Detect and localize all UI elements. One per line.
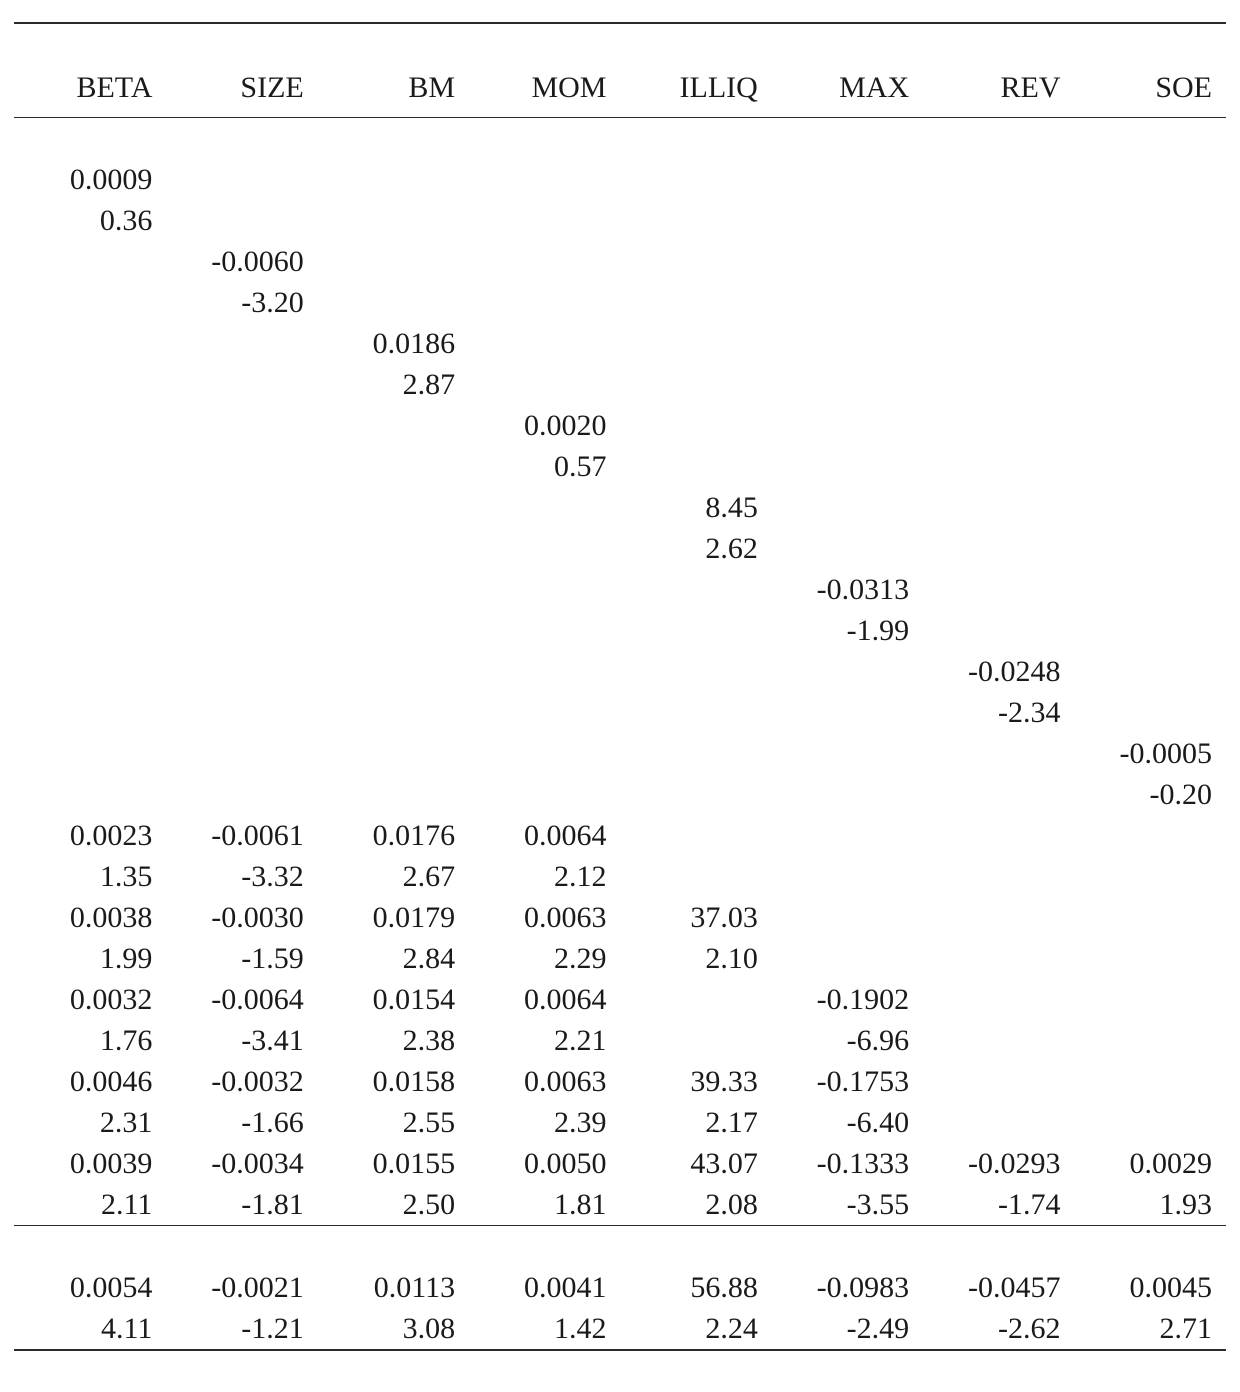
table-cell: 0.0113 xyxy=(318,1267,469,1308)
table-cell: -3.41 xyxy=(166,1020,317,1061)
table-cell xyxy=(620,651,771,692)
table-cell xyxy=(923,938,1074,979)
table-cell xyxy=(1075,446,1226,487)
table-cell xyxy=(1075,692,1226,733)
table-row xyxy=(14,159,1226,200)
table-cell xyxy=(620,569,771,610)
table-cell: 2.38 xyxy=(318,1020,469,1061)
table-footer-row xyxy=(14,1267,1226,1308)
table-cell xyxy=(772,651,923,692)
table-cell: 1.35 xyxy=(14,856,166,897)
table-row xyxy=(14,1143,1226,1184)
table-cell: -1.66 xyxy=(166,1102,317,1143)
table-cell: -0.0293 xyxy=(923,1143,1074,1184)
table-cell xyxy=(923,856,1074,897)
table-cell xyxy=(469,610,620,651)
table-cell xyxy=(14,487,166,528)
table-cell: -0.1333 xyxy=(772,1143,923,1184)
table-cell xyxy=(166,733,317,774)
table-cell xyxy=(469,241,620,282)
table-cell: 0.0064 xyxy=(469,815,620,856)
table-cell: 0.0039 xyxy=(14,1143,166,1184)
table-row xyxy=(14,1061,1226,1102)
table-cell xyxy=(1075,405,1226,446)
table-cell: -0.0983 xyxy=(772,1267,923,1308)
table-cell xyxy=(772,733,923,774)
table-cell: -1.74 xyxy=(923,1184,1074,1226)
table-cell xyxy=(318,733,469,774)
table-cell: 0.36 xyxy=(14,200,166,241)
table-cell xyxy=(923,815,1074,856)
table-row xyxy=(14,938,1226,979)
table-cell xyxy=(318,610,469,651)
table-cell: 0.0063 xyxy=(469,1061,620,1102)
table-cell xyxy=(923,897,1074,938)
table-row xyxy=(14,815,1226,856)
table-cell xyxy=(1075,1020,1226,1061)
table-cell xyxy=(1075,364,1226,405)
table-cell: 2.12 xyxy=(469,856,620,897)
table-cell: 0.0041 xyxy=(469,1267,620,1308)
table-cell: -3.32 xyxy=(166,856,317,897)
table-cell: 0.0045 xyxy=(1075,1267,1226,1308)
table-cell: -0.0034 xyxy=(166,1143,317,1184)
table-cell xyxy=(923,1102,1074,1143)
table-cell xyxy=(14,569,166,610)
table-header xyxy=(14,23,1226,159)
table-cell xyxy=(469,733,620,774)
table-row xyxy=(14,692,1226,733)
table-cell xyxy=(14,692,166,733)
table-cell: 0.0064 xyxy=(469,979,620,1020)
table-cell xyxy=(166,692,317,733)
table-cell xyxy=(923,282,1074,323)
table-cell: 1.42 xyxy=(469,1308,620,1350)
table-cell: 1.93 xyxy=(1075,1184,1226,1226)
table-cell xyxy=(166,364,317,405)
table-cell: 39.33 xyxy=(620,1061,771,1102)
table-cell: 0.0054 xyxy=(14,1267,166,1308)
table-cell xyxy=(166,200,317,241)
table-cell xyxy=(318,569,469,610)
table-cell xyxy=(166,528,317,569)
table-cell xyxy=(772,815,923,856)
table-cell: 0.0158 xyxy=(318,1061,469,1102)
table-cell xyxy=(923,1061,1074,1102)
table-cell xyxy=(772,774,923,815)
table-cell xyxy=(318,651,469,692)
table-cell xyxy=(620,323,771,364)
table-row xyxy=(14,897,1226,938)
table-cell: 2.29 xyxy=(469,938,620,979)
table-cell xyxy=(469,200,620,241)
table-cell xyxy=(469,651,620,692)
table-cell xyxy=(318,159,469,200)
table-cell xyxy=(1075,200,1226,241)
table-cell: -0.0032 xyxy=(166,1061,317,1102)
table-cell: -0.1902 xyxy=(772,979,923,1020)
table-cell xyxy=(318,200,469,241)
table-footer-row xyxy=(14,1308,1226,1350)
bottom-rule xyxy=(14,1350,1226,1392)
table-cell xyxy=(469,774,620,815)
table-cell xyxy=(772,200,923,241)
table-cell xyxy=(1075,569,1226,610)
table-row xyxy=(14,651,1226,692)
table-cell: -1.59 xyxy=(166,938,317,979)
table-row xyxy=(14,1184,1226,1226)
table-cell xyxy=(620,282,771,323)
table-cell: 0.0176 xyxy=(318,815,469,856)
header-rule xyxy=(14,118,1226,160)
table-cell: 2.17 xyxy=(620,1102,771,1143)
table-cell xyxy=(620,405,771,446)
table-cell xyxy=(318,692,469,733)
table-cell xyxy=(318,528,469,569)
table-cell xyxy=(469,487,620,528)
table-cell: 0.0063 xyxy=(469,897,620,938)
table-cell xyxy=(166,610,317,651)
table-cell xyxy=(14,241,166,282)
table-cell: 0.0020 xyxy=(469,405,620,446)
table-cell xyxy=(1075,1061,1226,1102)
table-row xyxy=(14,200,1226,241)
table-cell: -0.0060 xyxy=(166,241,317,282)
table-cell: 2.31 xyxy=(14,1102,166,1143)
table-cell xyxy=(620,1020,771,1061)
table-cell xyxy=(166,323,317,364)
table-cell xyxy=(772,405,923,446)
regression-results-table xyxy=(14,22,1226,1392)
table-cell xyxy=(620,200,771,241)
table-cell xyxy=(772,938,923,979)
column-header-beta: BETA xyxy=(14,65,166,118)
table-cell xyxy=(14,323,166,364)
table-cell: -0.0005 xyxy=(1075,733,1226,774)
table-cell: 0.0046 xyxy=(14,1061,166,1102)
table-cell: -6.96 xyxy=(772,1020,923,1061)
table-row xyxy=(14,282,1226,323)
table-cell: 1.81 xyxy=(469,1184,620,1226)
table-cell: -2.34 xyxy=(923,692,1074,733)
table-cell: -1.81 xyxy=(166,1184,317,1226)
table-cell xyxy=(14,610,166,651)
table-cell: -0.0021 xyxy=(166,1267,317,1308)
table-cell xyxy=(1075,938,1226,979)
table-cell xyxy=(166,774,317,815)
column-header-soe: SOE xyxy=(1075,65,1226,118)
table-cell xyxy=(14,446,166,487)
table-cell: 2.71 xyxy=(1075,1308,1226,1350)
table-cell xyxy=(923,528,1074,569)
table-cell: -2.62 xyxy=(923,1308,1074,1350)
table-row xyxy=(14,446,1226,487)
column-header-illiq: ILLIQ xyxy=(620,65,771,118)
table-cell xyxy=(1075,856,1226,897)
table-cell: -6.40 xyxy=(772,1102,923,1143)
table-cell: 2.84 xyxy=(318,938,469,979)
table-cell: 2.24 xyxy=(620,1308,771,1350)
table-cell xyxy=(318,774,469,815)
table-row xyxy=(14,405,1226,446)
table-cell xyxy=(1075,610,1226,651)
column-header-max: MAX xyxy=(772,65,923,118)
table-cell: 0.0186 xyxy=(318,323,469,364)
column-header-rev: REV xyxy=(923,65,1074,118)
table-cell xyxy=(1075,1102,1226,1143)
table-cell xyxy=(166,569,317,610)
top-rule xyxy=(14,23,1226,65)
table-cell xyxy=(1075,241,1226,282)
table-cell xyxy=(620,241,771,282)
table-row xyxy=(14,487,1226,528)
table-cell xyxy=(772,323,923,364)
table-cell: 2.62 xyxy=(620,528,771,569)
table-cell: 0.0029 xyxy=(1075,1143,1226,1184)
table-cell xyxy=(1075,897,1226,938)
table-cell: 2.08 xyxy=(620,1184,771,1226)
table-cell xyxy=(772,856,923,897)
table-cell: -1.99 xyxy=(772,610,923,651)
table-footer xyxy=(14,1226,1226,1392)
table-cell: 2.10 xyxy=(620,938,771,979)
table-cell xyxy=(923,405,1074,446)
table-cell: 2.21 xyxy=(469,1020,620,1061)
table-cell: -0.0061 xyxy=(166,815,317,856)
table-cell: -0.0064 xyxy=(166,979,317,1020)
table-cell xyxy=(1075,651,1226,692)
table-cell xyxy=(772,282,923,323)
table-cell xyxy=(14,282,166,323)
table-cell xyxy=(923,241,1074,282)
table-row xyxy=(14,856,1226,897)
table-cell xyxy=(620,979,771,1020)
table-cell xyxy=(318,241,469,282)
table-cell: 2.11 xyxy=(14,1184,166,1226)
table-cell xyxy=(923,323,1074,364)
table-cell: 0.0032 xyxy=(14,979,166,1020)
table-row xyxy=(14,323,1226,364)
table-cell: 0.57 xyxy=(469,446,620,487)
table-cell: 1.99 xyxy=(14,938,166,979)
table-cell xyxy=(14,364,166,405)
table-cell xyxy=(772,364,923,405)
table-cell xyxy=(923,364,1074,405)
table-cell xyxy=(772,159,923,200)
table-cell xyxy=(620,815,771,856)
table-cell xyxy=(469,159,620,200)
table-row xyxy=(14,979,1226,1020)
column-header-mom: MOM xyxy=(469,65,620,118)
table-cell xyxy=(166,446,317,487)
table-cell xyxy=(318,282,469,323)
table-cell: 2.55 xyxy=(318,1102,469,1143)
table-cell: 2.50 xyxy=(318,1184,469,1226)
table-cell: 0.0038 xyxy=(14,897,166,938)
table-cell: 0.0155 xyxy=(318,1143,469,1184)
table-cell: -2.49 xyxy=(772,1308,923,1350)
table-cell: -0.0248 xyxy=(923,651,1074,692)
table-cell xyxy=(318,487,469,528)
table-cell xyxy=(620,733,771,774)
table-cell xyxy=(923,774,1074,815)
table-cell: -0.0030 xyxy=(166,897,317,938)
table-cell xyxy=(469,364,620,405)
table-row xyxy=(14,569,1226,610)
table-cell xyxy=(923,979,1074,1020)
table-cell: -1.21 xyxy=(166,1308,317,1350)
table-cell xyxy=(620,446,771,487)
table-cell xyxy=(1075,815,1226,856)
table-row xyxy=(14,774,1226,815)
table-cell: 3.08 xyxy=(318,1308,469,1350)
table-cell xyxy=(469,692,620,733)
table-cell xyxy=(772,487,923,528)
table-cell: -0.20 xyxy=(1075,774,1226,815)
table-cell xyxy=(923,610,1074,651)
table-cell xyxy=(166,487,317,528)
table-cell xyxy=(14,651,166,692)
table-row xyxy=(14,733,1226,774)
footer-rule xyxy=(14,1226,1226,1268)
table-cell xyxy=(620,774,771,815)
table-cell xyxy=(14,528,166,569)
table-cell xyxy=(772,897,923,938)
column-header-row xyxy=(14,65,1226,118)
table-row xyxy=(14,1102,1226,1143)
table-body xyxy=(14,159,1226,1226)
table-cell xyxy=(14,774,166,815)
table-cell: 2.87 xyxy=(318,364,469,405)
table-cell xyxy=(166,405,317,446)
table-row xyxy=(14,610,1226,651)
table-cell xyxy=(469,528,620,569)
table-cell xyxy=(166,159,317,200)
table-cell xyxy=(14,733,166,774)
table-cell xyxy=(620,856,771,897)
table-cell xyxy=(923,487,1074,528)
table-cell xyxy=(1075,159,1226,200)
table-cell xyxy=(318,446,469,487)
table-cell xyxy=(620,159,771,200)
table-cell: 4.11 xyxy=(14,1308,166,1350)
table-row xyxy=(14,1020,1226,1061)
table-cell: -0.0313 xyxy=(772,569,923,610)
table-cell xyxy=(772,692,923,733)
table-cell: 56.88 xyxy=(620,1267,771,1308)
table-cell xyxy=(1075,487,1226,528)
table-cell xyxy=(166,651,317,692)
table-cell: 8.45 xyxy=(620,487,771,528)
table-cell xyxy=(923,733,1074,774)
table-row xyxy=(14,528,1226,569)
column-header-size: SIZE xyxy=(166,65,317,118)
table-cell: 1.76 xyxy=(14,1020,166,1061)
table-cell: 0.0009 xyxy=(14,159,166,200)
table-cell: 0.0023 xyxy=(14,815,166,856)
table-cell: -3.20 xyxy=(166,282,317,323)
table-cell: 37.03 xyxy=(620,897,771,938)
table-cell xyxy=(923,569,1074,610)
table-cell: 0.0050 xyxy=(469,1143,620,1184)
column-header-bm: BM xyxy=(318,65,469,118)
table-cell: -0.0457 xyxy=(923,1267,1074,1308)
table-cell xyxy=(620,364,771,405)
table-cell xyxy=(923,159,1074,200)
table-cell: 0.0154 xyxy=(318,979,469,1020)
table-cell xyxy=(318,405,469,446)
table-cell: -3.55 xyxy=(772,1184,923,1226)
table-cell: 2.67 xyxy=(318,856,469,897)
table-cell xyxy=(469,282,620,323)
table-cell xyxy=(620,692,771,733)
table-cell xyxy=(923,446,1074,487)
table-cell: 0.0179 xyxy=(318,897,469,938)
table-cell xyxy=(923,200,1074,241)
table-cell xyxy=(469,323,620,364)
table-cell xyxy=(923,1020,1074,1061)
table-cell xyxy=(1075,528,1226,569)
table-cell xyxy=(469,569,620,610)
table-cell xyxy=(772,446,923,487)
table-cell xyxy=(772,528,923,569)
table-cell xyxy=(1075,979,1226,1020)
table-cell: 43.07 xyxy=(620,1143,771,1184)
table-cell xyxy=(1075,282,1226,323)
table-cell xyxy=(772,241,923,282)
table-cell: -0.1753 xyxy=(772,1061,923,1102)
table-row xyxy=(14,241,1226,282)
table-cell: 2.39 xyxy=(469,1102,620,1143)
table-cell xyxy=(14,405,166,446)
table-row xyxy=(14,364,1226,405)
table-cell xyxy=(620,610,771,651)
table-cell xyxy=(1075,323,1226,364)
